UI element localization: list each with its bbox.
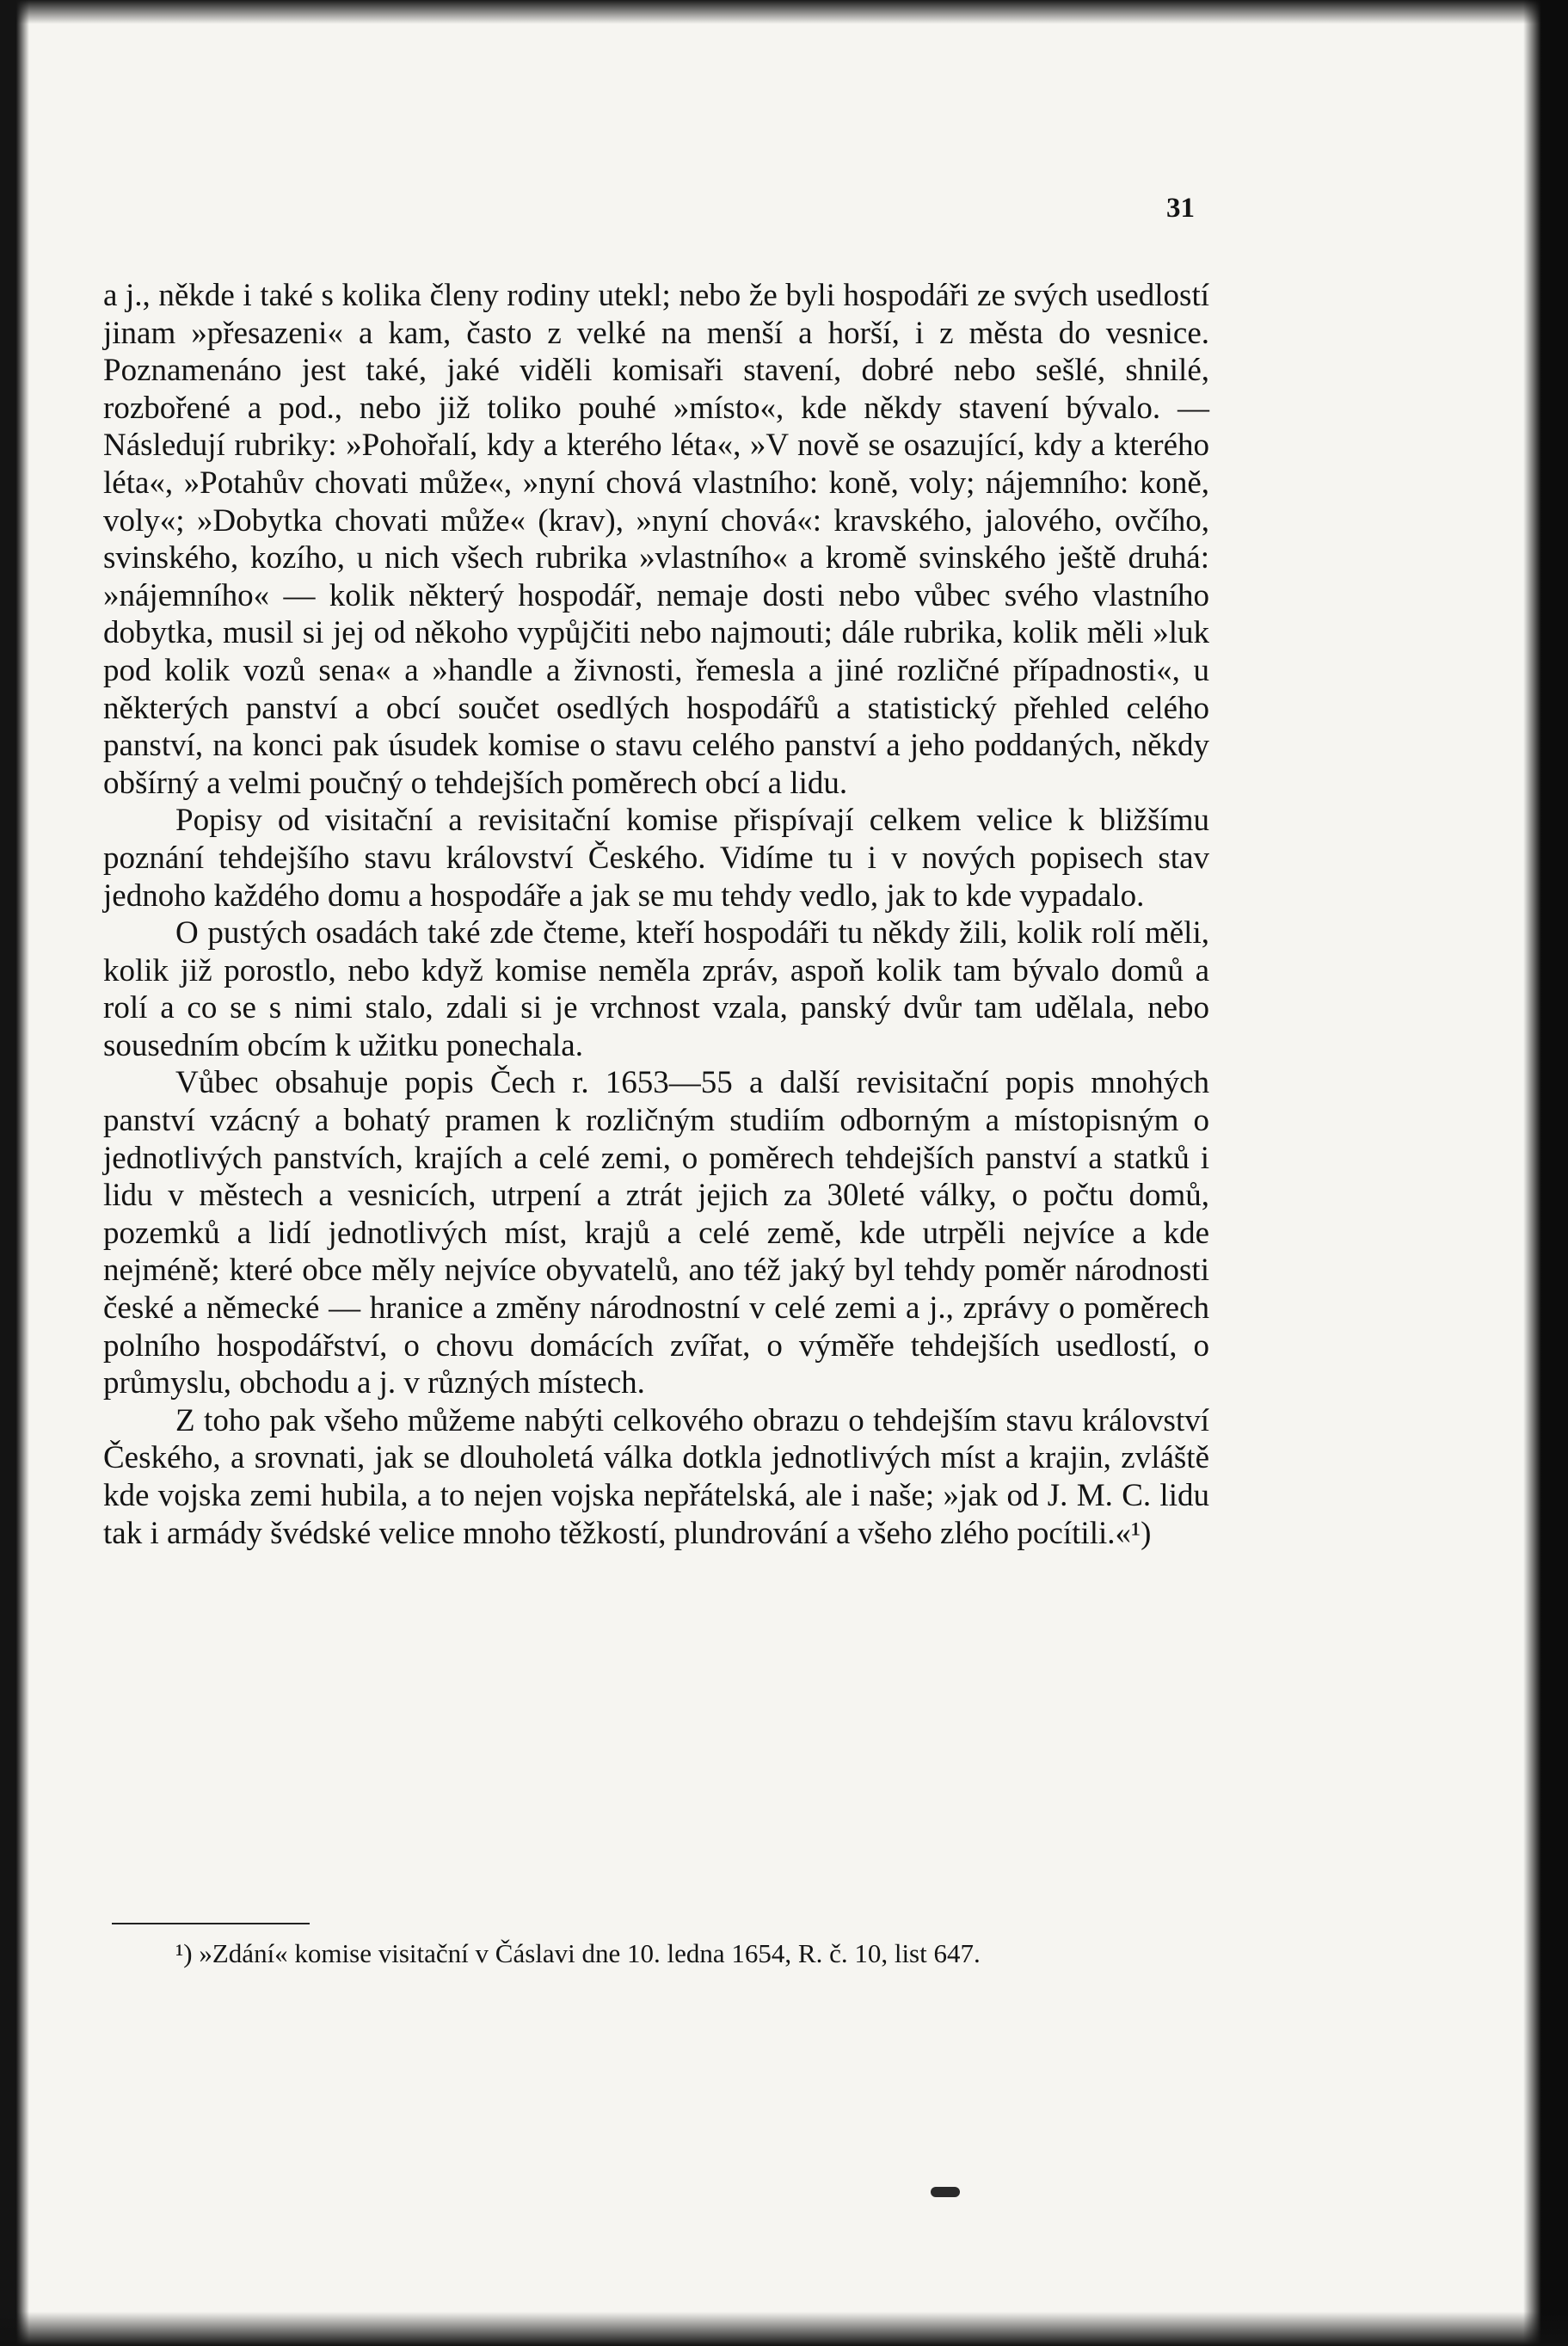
paragraph-1: a j., někde i také s kolika členy rodiny utekl; nebo že byli hospodáři ze svých usedlostí jinam »přesazeni« a kam, často z velké na menší a horší, i z města do vesnice. Poznamenáno jest také, jaké viděli komisaři stavení, dobré nebo sešlé, shnilé, rozbořené a pod., nebo již toliko pouhé »místo«, kde někdy stavení bývalo. — Následují rubriky: »Pohořalí, kdy a kterého léta«, »V nově se osazující, kdy a kterého léta«, »Potahův chovati může«, »nyní chová vlastního: koně, voly; nájemního: koně, voly«; »Dobytka chovati může« (krav), »nyní chová«: kravského, jalového, ovčího, svinského, kozího, u nich všech rubrika »vlastního« a kromě svinského ještě druhá: »nájemního« — kolik některý hospodář, nemaje dosti nebo vůbec svého vlastního dobytka, musil si jej od někoho vypůjčiti nebo najmouti; dále rubrika, kolik měli »luk pod kolik vozů sena« a »handle a živnosti, řemesla a jiné rozličné případnosti«, u některých panství a obcí součet osedlých hospodářů a statistický přehled celého panství, na konci pak úsudek komise o stavu celého panství a jeho poddaných, někdy obšírný a velmi poučný o tehdejších poměrech obcí a lidu.	[103, 278, 1209, 801]
scan-edge-right	[1523, 0, 1568, 2346]
footnote-divider	[112, 1923, 310, 1924]
scan-edge-bottom	[0, 2312, 1568, 2346]
body-text	[103, 277, 1209, 1552]
footnote-mark: ¹)	[175, 1938, 193, 1968]
paragraph-4: Vůbec obsahuje popis Čech r. 1653—55 a další revisitační popis mnohých panství vzácný a bohatý pramen k rozličným studiím odborným a místopisným o jednotlivých panstvích, krajích a celé zemi, o poměrech tehdejších panství a statků i lidu v městech a vesnicích, utrpení a ztrát jejich za 30leté války, o počtu domů, pozemků a lidí jednotlivých míst, krajů a celé země, kde utrpěli nejvíce a kde nejméně; které obce měly nejvíce obyvatelů, ano též jaký byl tehdy poměr národnosti české a německé — hranice a změny národnostní v celé zemi a j., zprávy o poměrech polního hospodářství, o chovu domácích zvířat, o výměře tehdejších usedlostí, o průmyslu, obchodu a j. v různých místech.	[103, 1065, 1209, 1401]
scan-speck	[931, 2187, 960, 2197]
paragraph-3: O pustých osadách také zde čteme, kteří hospodáři tu někdy žili, kolik rolí měli, kolik již porostlo, nebo když komise neměla zpráv, aspoň kolik tam bývalo domů a rolí a co se s nimi stalo, zdali si je vrchnost vzala, panský dvůr tam udělala, nebo sousedním obcím k užitku ponechala.	[103, 915, 1209, 1063]
scan-edge-left	[0, 0, 29, 2346]
footnote	[103, 1936, 1209, 1972]
paragraph-2: Popisy od visitační a revisitační komise přispívají celkem velice k bližšímu poznání tehdejšího stavu království Českého. Vidíme tu i v nových popisech stav jednoho každého domu a hospodáře a jak se mu tehdy vedlo, jak to kde vypadalo.	[103, 803, 1209, 914]
paragraph-5: Z toho pak všeho můžeme nabýti celkového obrazu o tehdejším stavu království Českého, a srovnati, jak se dlouholetá válka dotkla jednotlivých míst a krajin, zvláště kde vojska zemi hubila, a to nejen vojska nepřátelská, ale i naše; »jak od J. M. C. lidu tak i armády švédské velice mnoho těžkostí, plundrování a všeho zlého pocítili.«¹)	[103, 1402, 1209, 1551]
scan-edge-top	[0, 0, 1568, 24]
footnote-text: »Zdání« komise visitační v Čáslavi dne 10. ledna 1654, R. č. 10, list 647.	[199, 1938, 981, 1968]
page-number: 31	[1166, 193, 1195, 224]
